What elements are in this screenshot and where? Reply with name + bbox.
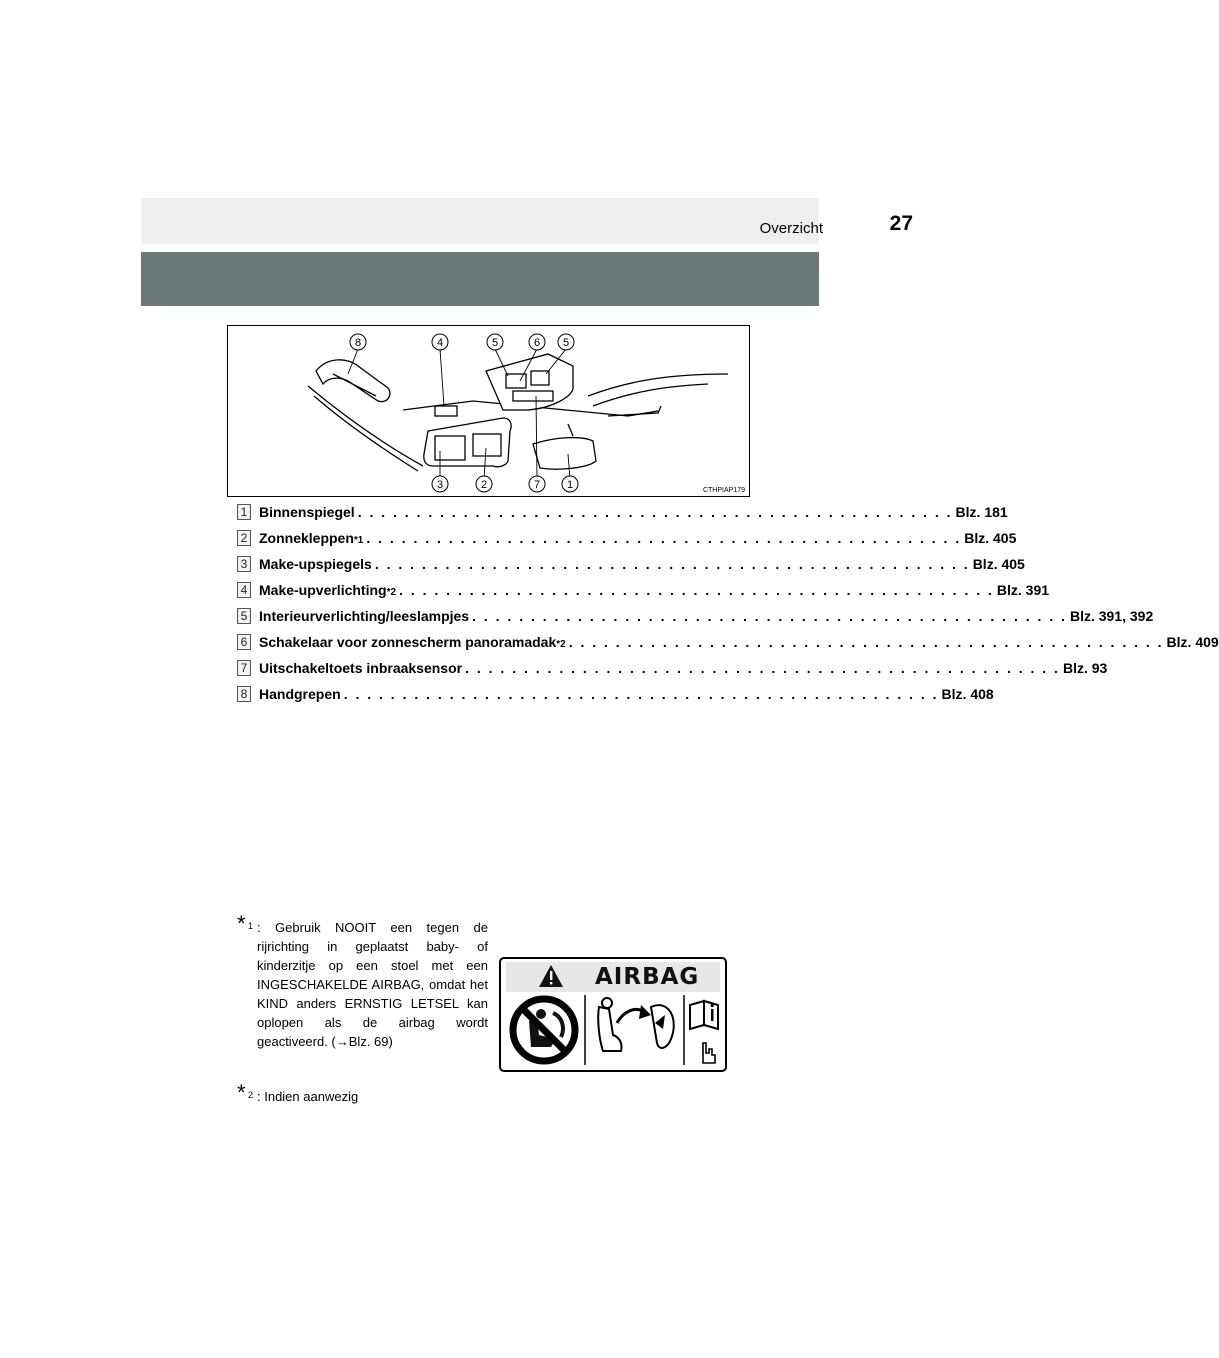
list-item: 6 Schakelaar voor zonnescherm panoramadak *2 . . . . . . . . . . . . . . . . . . . . . . . . . . . . . . . . . . . . . . . . . . . . . . . . . . . Blz. 409 bbox=[237, 631, 723, 657]
footnote-2 bbox=[237, 1080, 488, 1106]
header-band bbox=[141, 252, 819, 306]
page-reference: Blz. 409 bbox=[1166, 634, 1219, 650]
callout-1: 1 bbox=[566, 479, 574, 491]
footnote-number: 2 bbox=[248, 1090, 254, 1100]
item-number: 2 bbox=[237, 530, 251, 546]
callout-4: 4 bbox=[436, 337, 444, 349]
callout-2: 2 bbox=[480, 479, 488, 491]
airbag-deploy-icon bbox=[598, 998, 674, 1051]
list-item: 4 Make-upverlichting *2 . . . . . . . . . . . . . . . . . . . . . . . . . . . . . . . . . . . . . . . . . . . . . . . . . . . Blz. 391 bbox=[237, 579, 723, 605]
item-label: Binnenspiegel bbox=[259, 504, 355, 520]
item-number: 4 bbox=[237, 582, 251, 598]
page-number: 27 bbox=[889, 212, 913, 235]
label-title: AIRBAG bbox=[595, 964, 700, 990]
ceiling-drawing bbox=[228, 326, 751, 498]
callout-6: 6 bbox=[533, 337, 541, 349]
leader-dots: . . . . . . . . . . . . . . . . . . . . . . . . . . . . . . . . . . . . . . . . . . . . . . . . . . . bbox=[366, 530, 962, 546]
label-pictograms bbox=[501, 959, 725, 1070]
leader-dots: . . . . . . . . . . . . . . . . . . . . . . . . . . . . . . . . . . . . . . . . . . . . . . . . . . . bbox=[472, 608, 1067, 624]
list-item bbox=[237, 657, 1108, 683]
item-label: Make-upspiegels bbox=[259, 556, 372, 572]
footnote-number: 1 bbox=[248, 921, 254, 931]
item-label: Uitschakeltoets inbraaksensor bbox=[259, 660, 463, 676]
footnote-text: : Indien aanwezig bbox=[257, 1089, 359, 1104]
leader-dots: . . . . . . . . . . . . . . . . . . . . . . . . . . . . . . . . . . . . . . . . . . . . . . . . . . . bbox=[568, 634, 1164, 650]
read-manual-icon bbox=[690, 1001, 718, 1063]
component-list bbox=[237, 501, 1219, 709]
item-number: 1 bbox=[237, 504, 251, 520]
leader-dots: . . . . . . . . . . . . . . . . . . . . . . . . . . . . . . . . . . . . . . . . . . . . . . . . . . . bbox=[465, 660, 1060, 676]
item-number: 8 bbox=[237, 686, 251, 702]
item-label: Interieurverlichting/leeslampjes bbox=[259, 608, 470, 624]
warning-triangle-icon bbox=[539, 965, 563, 987]
list-item bbox=[237, 501, 1008, 527]
header-bar bbox=[141, 198, 819, 244]
footnote-text: : Gebruik NOOIT een tegen de rijrichting in geplaatst baby- of kinderzitje op een stoel met een INGESCHAKELDE AIRBAG, omdat het KIND anders ERNSTIG LETSEL kan oplopen als de airbag wordt geactiveerd. (→Blz. 69) bbox=[257, 920, 488, 1049]
page-reference: Blz. 408 bbox=[941, 686, 994, 702]
item-label: Make-upverlichting bbox=[259, 582, 387, 598]
footnote-1 bbox=[237, 911, 488, 1051]
item-number: 3 bbox=[237, 556, 251, 572]
item-number: 7 bbox=[237, 660, 251, 676]
leader-dots: . . . . . . . . . . . . . . . . . . . . . . . . . . . . . . . . . . . . . . . . . . . . . . . . . . . bbox=[343, 686, 939, 702]
airbag-warning-label bbox=[499, 957, 727, 1072]
footnote-asterisk: * bbox=[237, 1080, 246, 1105]
page-reference: Blz. 391 bbox=[996, 582, 1050, 598]
item-label: Schakelaar voor zonnescherm panoramadak bbox=[259, 634, 557, 650]
callout-3: 3 bbox=[436, 479, 444, 491]
section-title: Overzicht bbox=[759, 220, 823, 237]
item-label: Zonnekleppen bbox=[259, 530, 354, 546]
callout-8: 8 bbox=[354, 337, 362, 349]
list-item bbox=[237, 605, 1154, 631]
callout-5b: 5 bbox=[562, 337, 570, 349]
page-reference: Blz. 181 bbox=[955, 504, 1008, 520]
leader-dots: . . . . . . . . . . . . . . . . . . . . . . . . . . . . . . . . . . . . . . . . . . . . . . . . . . . bbox=[374, 556, 970, 572]
page-reference: Blz. 405 bbox=[964, 530, 1017, 546]
callout-7: 7 bbox=[533, 479, 541, 491]
page-reference: Blz. 405 bbox=[972, 556, 1025, 572]
footnote-asterisk: * bbox=[237, 911, 246, 936]
callout-5a: 5 bbox=[491, 337, 499, 349]
illustration-code: CTHPIAP179 bbox=[702, 487, 745, 494]
page-reference: Blz. 93 bbox=[1062, 660, 1108, 676]
list-item bbox=[237, 683, 994, 709]
no-rear-facing-child-seat-icon bbox=[513, 999, 575, 1061]
item-label: Handgrepen bbox=[259, 686, 341, 702]
list-item: 2 Zonnekleppen *1 . . . . . . . . . . . . . . . . . . . . . . . . . . . . . . . . . . . . . . . . . . . . . . . . . . . Blz. 405 bbox=[237, 527, 723, 553]
item-number: 5 bbox=[237, 608, 251, 624]
list-item bbox=[237, 553, 1025, 579]
leader-dots: . . . . . . . . . . . . . . . . . . . . . . . . . . . . . . . . . . . . . . . . . . . . . . . . . . . bbox=[399, 582, 994, 598]
leader-dots: . . . . . . . . . . . . . . . . . . . . . . . . . . . . . . . . . . . . . . . . . . . . . . . . . . . bbox=[357, 504, 953, 520]
interior-ceiling-illustration bbox=[227, 325, 750, 497]
page-reference: Blz. 391, 392 bbox=[1069, 608, 1154, 624]
item-number: 6 bbox=[237, 634, 251, 650]
